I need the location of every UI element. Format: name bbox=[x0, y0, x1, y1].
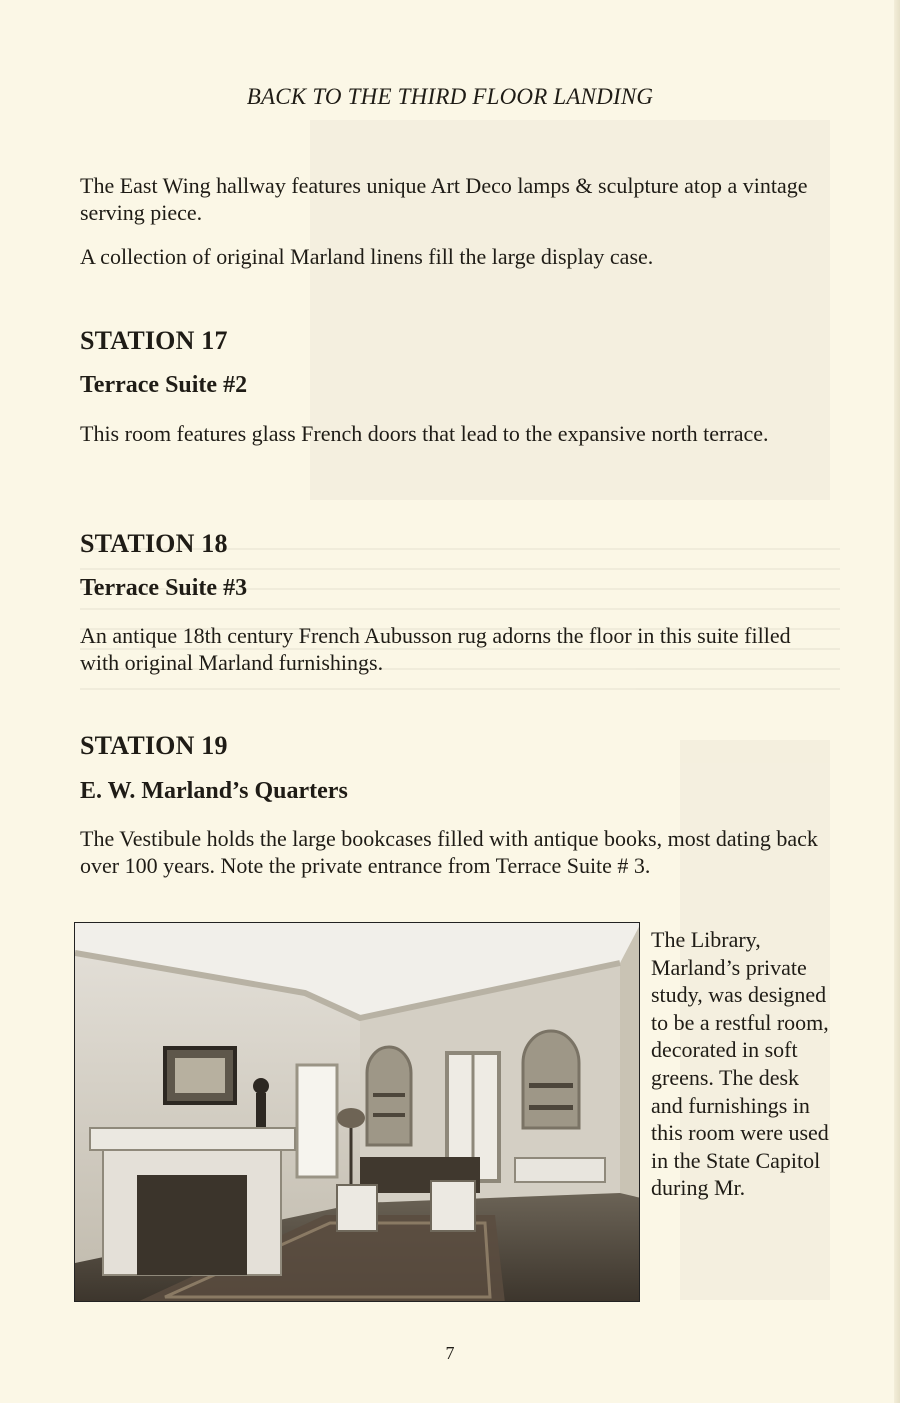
station-19-text: The Vestibule holds the large bookcases filled with antique books, most dating back over 100 years. Note the private entrance from Terrace Suite # 3. bbox=[80, 826, 818, 878]
page-number: 7 bbox=[445, 1343, 455, 1363]
intro-paragraph-2: A collection of original Marland linens fill the large display case. bbox=[80, 244, 654, 269]
station-18-text: An antique 18th century French Aubusson rug adorns the floor in this suite filled with original Marland furnishings. bbox=[80, 623, 791, 675]
page-edge bbox=[894, 0, 900, 1403]
station-19-subtitle: E. W. Marland’s Quarters bbox=[80, 778, 348, 804]
station-17-subtitle: Terrace Suite #2 bbox=[80, 372, 248, 398]
station-17-title: STATION 17 bbox=[80, 326, 228, 355]
station-19-title: STATION 19 bbox=[80, 731, 228, 760]
library-photo bbox=[74, 922, 640, 1302]
station-18-title: STATION 18 bbox=[80, 529, 228, 558]
section-header: BACK TO THE THIRD FLOOR LANDING bbox=[246, 84, 654, 109]
station-18-subtitle: Terrace Suite #3 bbox=[80, 575, 248, 601]
station-17-text: This room features glass French doors that lead to the expansive north terrace. bbox=[80, 421, 769, 446]
intro-paragraph-1: The East Wing hallway features unique Art Deco lamps & sculpture atop a vintage serving piece. bbox=[80, 173, 808, 225]
photo-caption: The Library, Marland’s private study, was designed to be a restful room, decorated in soft greens. The desk and furnishings in this room were used in the State Capitol during Mr. bbox=[651, 927, 829, 1201]
